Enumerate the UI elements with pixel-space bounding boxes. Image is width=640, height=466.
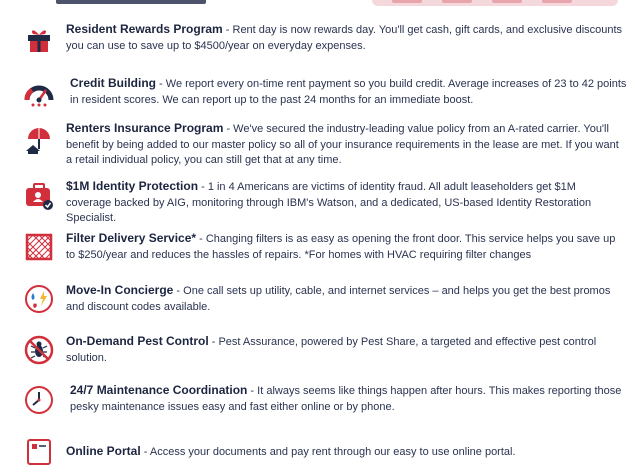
benefit-title: $1M Identity Protection [66,179,199,193]
header-title-fragment [56,0,206,4]
benefit-description: We've secured the industry-leading value policy from an A-rated carrier. You'll benefit by being added to our master policy so all of your insurance requirements in the lease are met. If you want a retail individual policy, you can still get that at any time. [66,123,619,166]
benefit-title: Credit Building [70,76,156,90]
utilities-icon [24,284,54,314]
benefit-description: It always seems like things happen after hours. This makes reporting those pesky maintenance issues easy and fast either online or by phone. [70,385,622,413]
air-filter-icon [24,232,54,262]
portal-icon [24,436,54,466]
benefit-description: 1 in 4 Americans are victims of identity fraud. All adult leaseholders get $1M coverage backed by AIG, monitoring through IBM's Watson, and a dedicated, US-based Identity Restoration Specialist. [66,181,592,224]
benefit-title: On-Demand Pest Control [66,334,209,348]
benefit-description: Changing filters is as easy as opening the front door. This service helps you save up to $250/year and reduces the hassles of repairs. *For homes with HVAC requiring filter changes [66,233,616,261]
no-pest-icon [24,335,54,365]
benefit-description: Access your documents and pay rent through our easy to use online portal. [149,446,516,458]
benefit-title: Online Portal [66,444,141,458]
umbrella-house-icon [24,125,54,155]
benefit-description: We report every on-time rent payment so you build credit. Average increases of 23 to 42 points in resident scores. We can report up to the past 24 months for an immediate boost. [70,78,627,106]
benefit-title: 24/7 Maintenance Coordination [70,383,248,397]
benefit-description: Pest Assurance, powered by Pest Share, a targeted and effective pest control solution. [66,336,597,364]
benefit-title: Renters Insurance Program [66,121,224,135]
benefit-description: Rent day is now rewards day. You'll get cash, gift cards, and exclusive discounts you can use to save up to $4500/year on everyday expenses. [66,24,623,52]
id-protection-icon [24,181,54,211]
benefit-description: One call sets up utility, cable, and internet services – and helps you get the best promos and discount codes available. [66,285,611,313]
benefit-title: Filter Delivery Service* [66,231,197,245]
benefit-title: Resident Rewards Program [66,22,223,36]
header-banner-fragment [372,0,618,6]
clock-icon [24,385,54,415]
benefit-title: Move-In Concierge [66,283,174,297]
top-header-fragment [0,0,640,8]
gauge-icon [24,78,54,108]
gift-icon [24,24,54,54]
